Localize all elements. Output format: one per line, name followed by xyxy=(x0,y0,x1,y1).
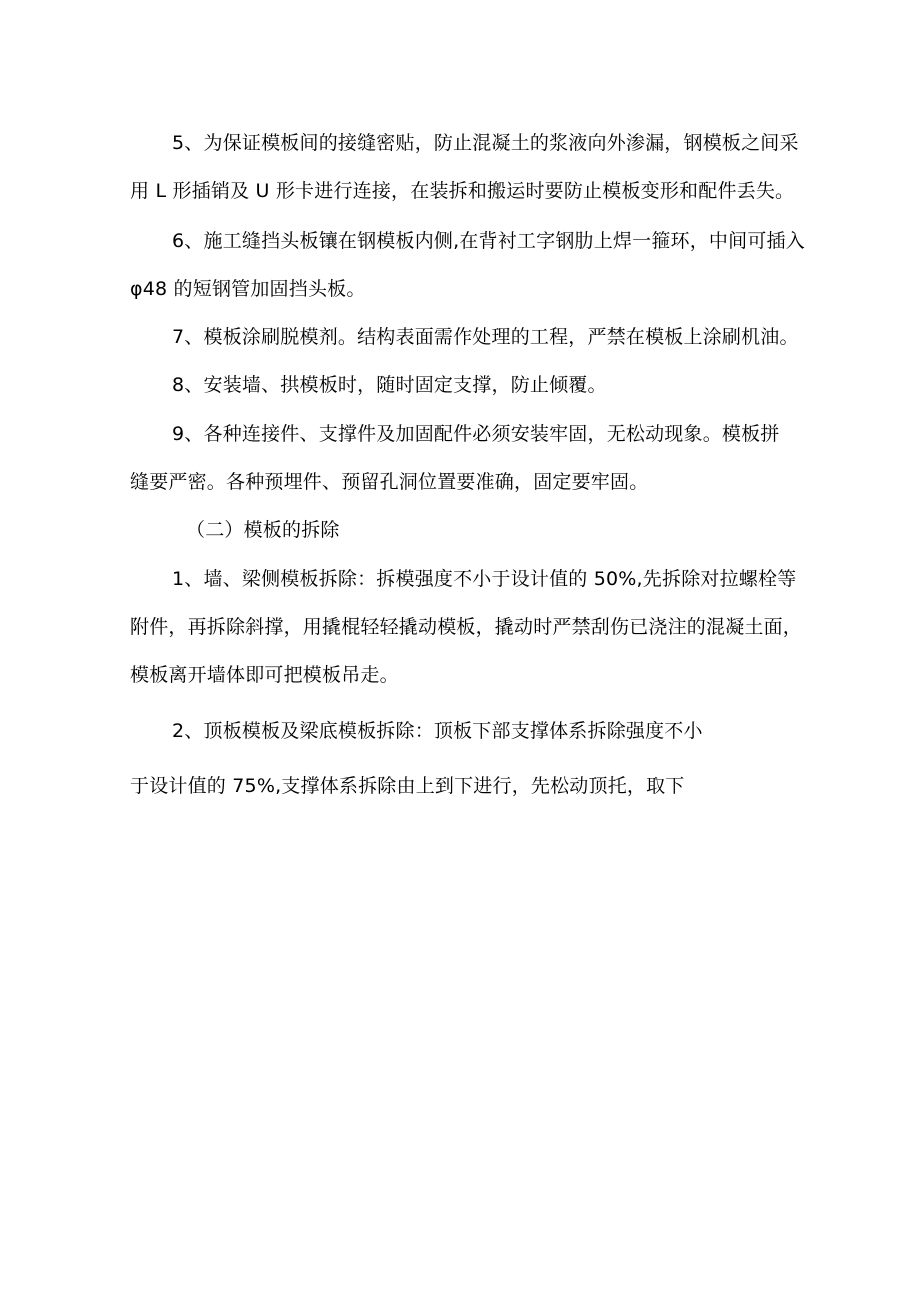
removal-2-line-1: 2、顶板模板及梁底模板拆除：顶板下部支撑体系拆除强度不小 xyxy=(172,720,703,742)
paragraph-6-line-2: φ48 的短钢管加固挡头板。 xyxy=(130,278,366,300)
section-heading: （二）模板的拆除 xyxy=(186,519,340,541)
paragraph-5-line-2: 用 L 形插销及 U 形卡进行连接，在装拆和搬运时要防止模板变形和配件丢失。 xyxy=(130,180,795,202)
removal-1-line-1: 1、墙、梁侧模板拆除：拆模强度不小于设计值的 50%,先拆除对拉螺栓等 xyxy=(172,568,797,590)
removal-1-line-2: 附件，再拆除斜撑，用撬棍轻轻撬动模板，撬动时严禁刮伤已浇注的混凝土面， xyxy=(130,616,803,638)
paragraph-9-line-1: 9、各种连接件、支撑件及加固配件必须安装牢固，无松动现象。模板拼 xyxy=(172,423,780,445)
paragraph-9-line-2: 缝要严密。各种预埋件、预留孔洞位置要准确，固定要牢固。 xyxy=(130,471,649,493)
removal-1-line-3: 模板离开墙体即可把模板吊走。 xyxy=(130,664,399,686)
paragraph-8: 8、安装墙、拱模板时，随时固定支撑，防止倾覆。 xyxy=(172,374,607,396)
paragraph-6-line-1: 6、施工缝挡头板镶在钢模板内侧,在背衬工字钢肋上焊一箍环，中间可插入 xyxy=(172,230,805,252)
paragraph-5-line-1: 5、为保证模板间的接缝密贴，防止混凝土的浆液向外渗漏，钢模板之间采 xyxy=(172,132,799,154)
removal-2-line-2: 于设计值的 75%,支撑体系拆除由上到下进行，先松动顶托，取下 xyxy=(130,775,685,797)
paragraph-7: 7、模板涂刷脱模剂。结构表面需作处理的工程，严禁在模板上涂刷机油。 xyxy=(172,326,799,348)
